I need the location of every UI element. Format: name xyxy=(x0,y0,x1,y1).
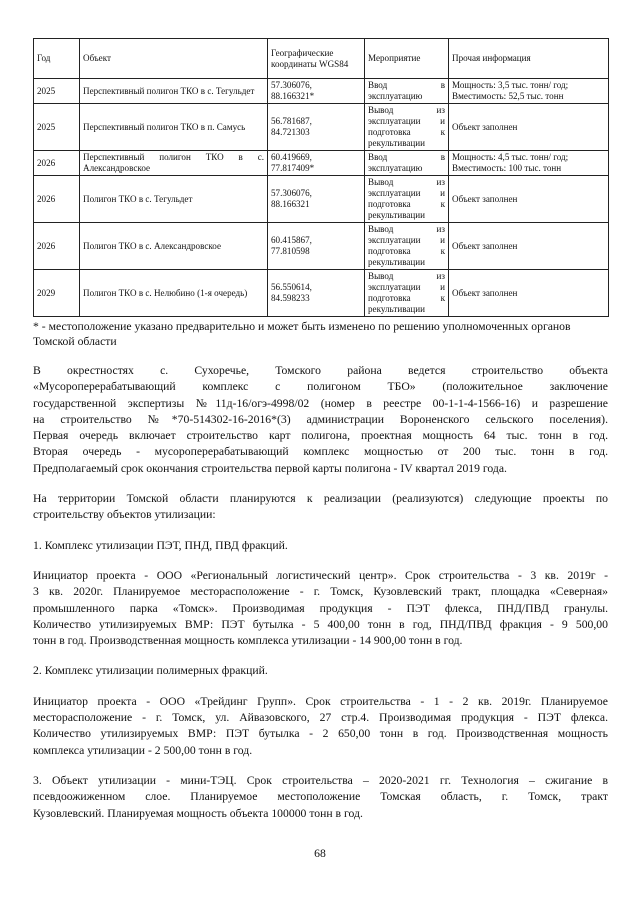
cell-object: Перспективный полигон ТКО в с. Тегульдет xyxy=(80,79,268,104)
cell-event xyxy=(365,79,449,104)
table-row xyxy=(34,104,609,151)
cell-event-line: подготовка к xyxy=(368,127,445,137)
cell-event-line: рекультивации xyxy=(368,304,426,314)
cell-object: Полигон ТКО в с. Нелюбино (1-я очередь) xyxy=(80,270,268,317)
cell-coordinates-line: 60.419669, xyxy=(271,152,312,162)
cell-event-line: эксплуатацию xyxy=(368,163,423,173)
cell-year: 2025 xyxy=(34,104,80,151)
header-event: Мероприятие xyxy=(365,39,449,79)
cell-event xyxy=(365,270,449,317)
cell-object: Полигон ТКО в с. Тегульдет xyxy=(80,176,268,223)
cell-event xyxy=(365,151,449,176)
cell-event xyxy=(365,104,449,151)
cell-event-line: подготовка к xyxy=(368,246,445,256)
cell-coordinates-line: 57.306076, xyxy=(271,188,312,198)
cell-coordinates-line: 88.166321 xyxy=(271,199,310,209)
item1-description xyxy=(33,568,608,649)
cell-event-line: эксплуатации и xyxy=(368,116,445,126)
paragraph-construction xyxy=(33,363,608,477)
header-info: Прочая информация xyxy=(449,39,609,79)
cell-coordinates xyxy=(268,151,365,176)
cell-event-line: рекультивации xyxy=(368,257,426,267)
page-number: 68 xyxy=(314,847,326,860)
item2-line: месторасположение - г. Томск, ул. Айвазовского, 27 стр.4. Производимая продукция - ПЭТ флекса. xyxy=(33,711,608,725)
cell-info xyxy=(449,270,609,317)
paragraph-line: строительству объектов утилизации: xyxy=(33,508,216,522)
cell-info-line: Мощность: 4,5 тыс. тонн/ год; xyxy=(452,152,569,162)
footnote: * - местоположение указано предварительно и может быть изменено по решению уполномоченных органов Томской области xyxy=(33,320,571,348)
cell-info xyxy=(449,104,609,151)
header-object: Объект xyxy=(80,39,268,79)
cell-event xyxy=(365,223,449,270)
cell-year: 2025 xyxy=(34,79,80,104)
cell-event xyxy=(365,176,449,223)
cell-info-line: Вместимость: 52,5 тыс. тонн xyxy=(452,91,564,101)
header-coordinates: Географические координаты WGS84 xyxy=(268,39,365,79)
cell-object: Перспективный полигон ТКО в п. Самусь xyxy=(80,104,268,151)
cell-info xyxy=(449,79,609,104)
cell-event-line: эксплуатации и xyxy=(368,282,445,292)
cell-coordinates-line: 77.817409* xyxy=(271,163,315,173)
cell-event-line: Вывод из xyxy=(368,224,445,234)
cell-event-line: эксплуатации и xyxy=(368,235,445,245)
cell-coordinates-line: 57.306076, xyxy=(271,80,312,90)
header-year: Год xyxy=(34,39,80,79)
cell-coordinates-line: 60.415867, xyxy=(271,235,312,245)
cell-coordinates-line: 84.721303 xyxy=(271,127,310,137)
paragraph-line: Предполагаемый срок окончания строительства первой карты полигона - IV квартал 2019 года. xyxy=(33,461,507,475)
item1-line: Инициатор проекта - ООО «Региональный логистический центр». Срок строительства - 3 кв. 2019г - xyxy=(33,568,608,582)
cell-info xyxy=(449,151,609,176)
cell-event-line: рекультивации xyxy=(368,210,426,220)
cell-event-line: подготовка к xyxy=(368,199,445,209)
cell-event-line: Вывод из xyxy=(368,177,445,187)
cell-event-line: подготовка к xyxy=(368,293,445,303)
cell-object: Перспективный полигон ТКО в с. Александровское xyxy=(80,151,268,176)
cell-event-line: Вывод из xyxy=(368,105,445,115)
cell-coordinates xyxy=(268,176,365,223)
cell-object: Полигон ТКО в с. Александровское xyxy=(80,223,268,270)
cell-info-line: Объект заполнен xyxy=(452,287,518,298)
document-page xyxy=(33,38,608,822)
paragraph-line: На территории Томской области планируются к реализации (реализуются) следующие проекты по xyxy=(33,492,608,506)
paragraph-line: на строительство №*70-514302-16-2016*(3) администрации Вороненского сельского поселения). xyxy=(33,412,608,426)
item3-description xyxy=(33,773,608,822)
cell-coordinates xyxy=(268,223,365,270)
cell-event-line: рекультивации xyxy=(368,138,426,148)
paragraph-line: «Мусороперерабатывающий комплекс с полигоном ТБО» (положительное заключение xyxy=(33,380,608,394)
cell-event-line: Ввод в xyxy=(368,80,445,90)
paragraph-line: В окрестностях с. Сухоречье, Томского района ведется строительство объекта xyxy=(33,364,608,377)
item1-line: 3 кв. 2020г. Планируемое месторасположение - г. Томск, Кузовлевский тракт, площадка «Северная» xyxy=(33,585,608,599)
cell-info-line: Объект заполнен xyxy=(452,193,518,204)
cell-info-line: Мощность: 3,5 тыс. тонн/ год; xyxy=(452,80,569,90)
cell-coordinates-line: 88.166321* xyxy=(271,91,315,101)
cell-event-line: эксплуатации и xyxy=(368,188,445,198)
item2-title: 2. Комплекс утилизации полимерных фракций. xyxy=(33,664,268,678)
cell-coordinates xyxy=(268,270,365,317)
paragraph-line: государственной экспертизы №11д-16/огэ-4998/02 (номер в реестре 00-1-1-4-1566-16) и разрешение xyxy=(33,396,608,410)
cell-coordinates-line: 56.781687, xyxy=(271,116,312,126)
cell-year: 2026 xyxy=(34,176,80,223)
table-row xyxy=(34,223,609,270)
item3-line: 3. Объект утилизации - мини-ТЭЦ. Срок строительства – 2020-2021 гг. Технология – сжигание в xyxy=(33,773,608,787)
item1-line: Количество утилизируемых ВМР: ПЭТ бутылка - 5 400,00 тонн в год, ПНД/ПВД фракция - 9 500,00 xyxy=(33,617,608,631)
item2-description xyxy=(33,694,608,759)
paragraph-projects-intro xyxy=(33,491,608,524)
item1-line: промышленного парка «Томск». Производимая продукция - ПЭТ флекса, ПНД/ПВД гранулы. xyxy=(33,601,608,615)
item1-line: тонн в год. Производственная мощность комплекса утилизации - 14 900,00 тонн в год. xyxy=(33,634,463,648)
table-row xyxy=(34,176,609,223)
cell-info-line: Объект заполнен xyxy=(452,240,518,251)
item1-title: 1. Комплекс утилизации ПЭТ, ПНД, ПВД фракций. xyxy=(33,538,288,552)
cell-year: 2029 xyxy=(34,270,80,317)
item3-line: Кузовлевский. Планируемая мощность объекта 100000 тонн в год. xyxy=(33,806,363,820)
landfill-table xyxy=(33,38,609,317)
paragraph-line: Вторая очередь - мусороперерабатывающий комплекс мощностью от 200 тыс. тонн в год. xyxy=(33,445,608,459)
table-header-row xyxy=(34,39,609,79)
cell-info-line: Объект заполнен xyxy=(452,121,518,132)
cell-coordinates-line: 56.550614, xyxy=(271,282,312,292)
cell-info xyxy=(449,223,609,270)
item3-line: псевдоожиженном слое. Планируемое местоположение Томская область, г. Томск, тракт xyxy=(33,790,608,804)
cell-event-line: Вывод из xyxy=(368,271,445,281)
cell-coordinates xyxy=(268,104,365,151)
cell-year: 2026 xyxy=(34,151,80,176)
cell-coordinates-line: 84.598233 xyxy=(271,293,310,303)
cell-year: 2026 xyxy=(34,223,80,270)
cell-event-line: эксплуатацию xyxy=(368,91,423,101)
table-row xyxy=(34,151,609,176)
paragraph-line: Первая очередь включает строительство карт полигона, проектная мощность 64 тыс. тонн в год. xyxy=(33,429,608,443)
table-row xyxy=(34,79,609,104)
item2-line: Количество утилизируемых ВМР: ПЭТ бутылка - 2 650,00 тонн в год. Производственная мощность xyxy=(33,727,608,741)
cell-coordinates-line: 77.810598 xyxy=(271,246,310,256)
table-row xyxy=(34,270,609,317)
cell-coordinates xyxy=(268,79,365,104)
cell-event-line: Ввод в xyxy=(368,152,445,162)
cell-info-line: Вместимость: 100 тыс. тонн xyxy=(452,163,562,173)
item2-line: комплекса утилизации - 2 500,00 тонн в год. xyxy=(33,743,253,757)
item2-line: Инициатор проекта - ООО «Трейдинг Групп». Срок строительства - 1 - 2 кв. 2019г. Планируемое xyxy=(33,694,608,708)
cell-info xyxy=(449,176,609,223)
